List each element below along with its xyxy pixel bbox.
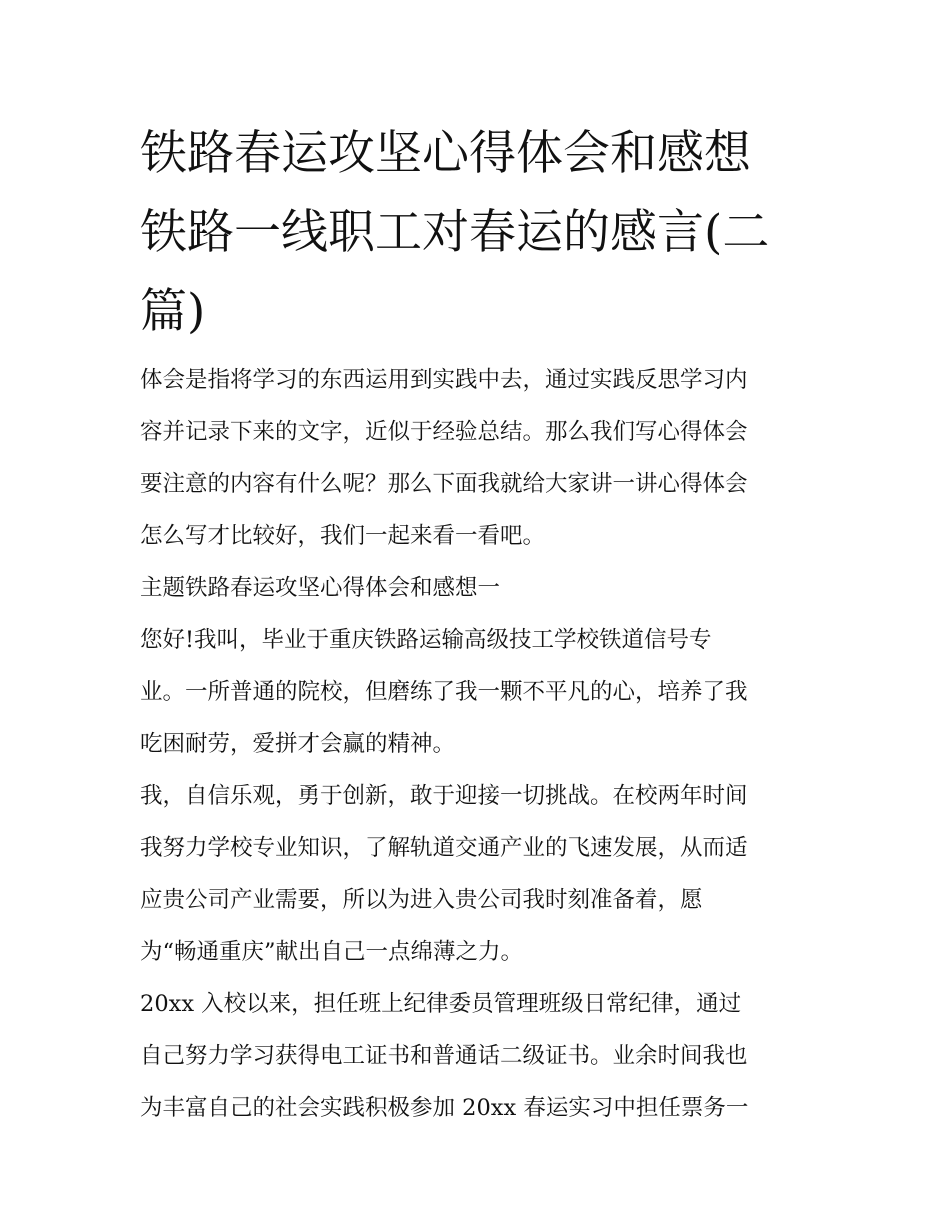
section-heading: 主题铁路春运攻坚心得体会和感想一 <box>140 575 501 601</box>
body-line: 为“畅通重庆”献出自己一点绵薄之力。 <box>140 939 524 965</box>
body-line: 容并记录下来的文字，近似于经验总结。那么我们写心得体会 <box>140 419 748 445</box>
body-line: 您好!我叫，毕业于重庆铁路运输高级技工学校铁道信号专 <box>140 627 712 653</box>
body-line: 自己努力学习获得电工证书和普通话二级证书。业余时间我也 <box>140 1043 748 1069</box>
body-line: 体会是指将学习的东西运用到实践中去，通过实践反思学习内 <box>140 367 748 393</box>
body-line: 要注意的内容有什么呢？那么下面我就给大家讲一讲心得体会 <box>140 471 748 497</box>
body-line: 业。一所普通的院校，但磨练了我一颗不平凡的心，培养了我 <box>140 679 748 705</box>
body-line: 我努力学校专业知识，了解轨道交通产业的飞速发展，从而适 <box>140 835 748 861</box>
body-line: 应贵公司产业需要，所以为进入贵公司我时刻准备着，愿 <box>140 887 703 913</box>
body-line: 我，自信乐观，勇于创新，敢于迎接一切挑战。在校两年时间 <box>140 783 748 809</box>
body-line: 为丰富自己的社会实践积极参加 20xx 春运实习中担任票务一 <box>140 1095 749 1121</box>
title-line: 铁路一线职工对春运的感言(二 <box>140 205 770 260</box>
title-line: 篇) <box>140 284 206 339</box>
body-line: 吃困耐劳，爱拼才会赢的精神。 <box>140 731 456 757</box>
body-line: 20xx 入校以来，担任班上纪律委员管理班级日常纪律，通过 <box>140 991 742 1017</box>
document-body <box>140 354 830 1134</box>
body-line: 怎么写才比较好，我们一起来看一看吧。 <box>140 523 546 549</box>
document-title <box>140 114 830 351</box>
title-line: 铁路春运攻坚心得体会和感想 <box>140 126 751 181</box>
